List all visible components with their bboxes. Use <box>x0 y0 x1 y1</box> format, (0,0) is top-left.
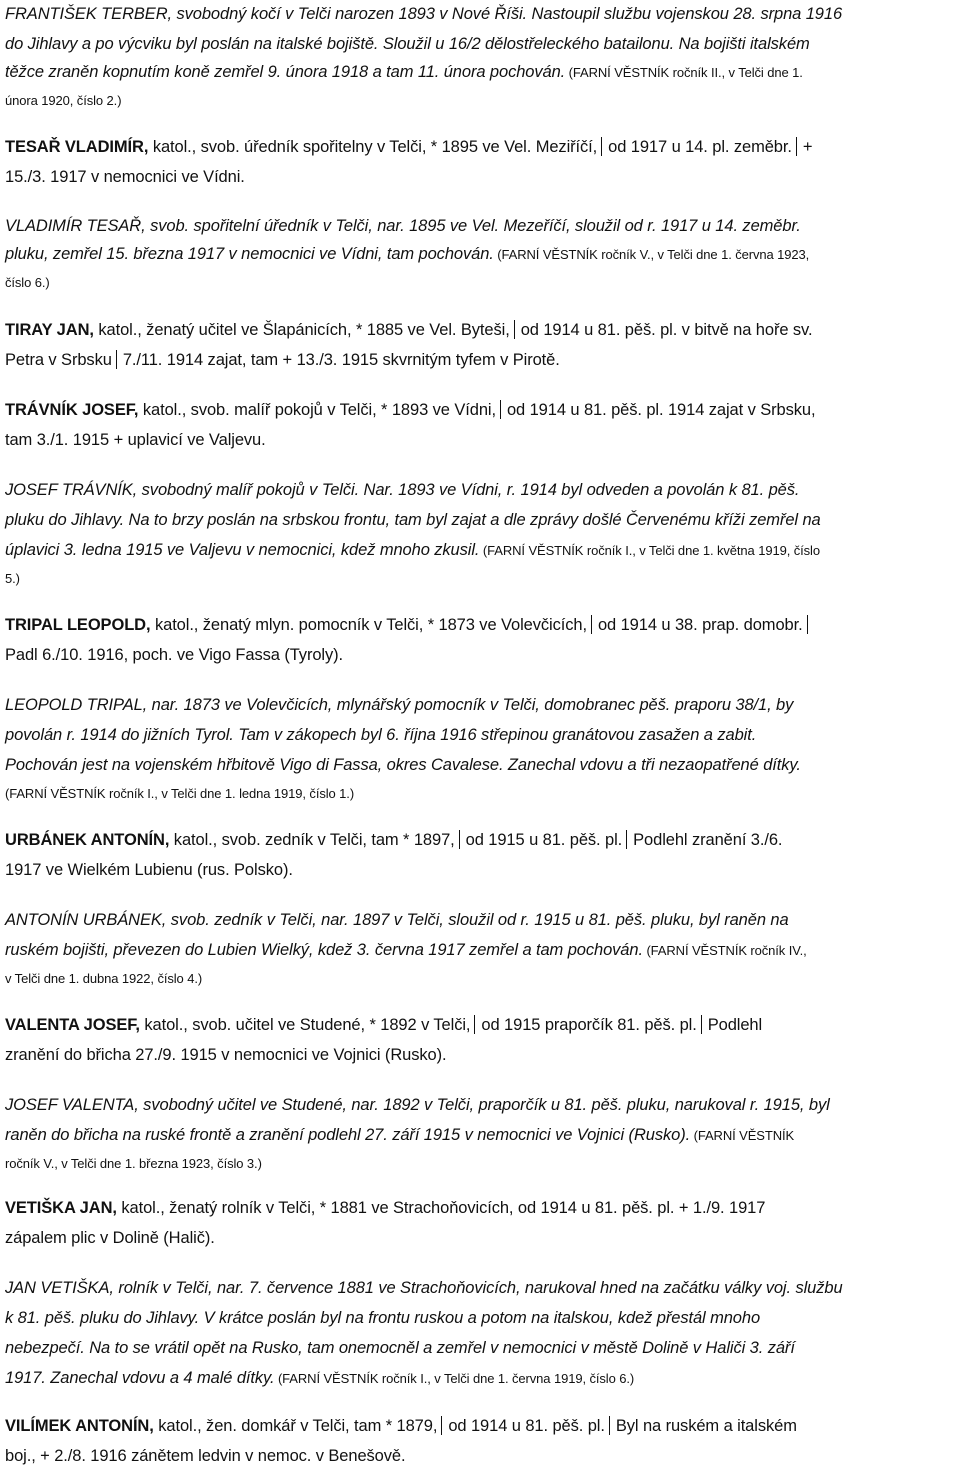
entry-text: katol., žen. domkář v Telči, tam * 1879, <box>153 1417 438 1435</box>
text-line <box>5 137 812 157</box>
entry-text: + <box>802 138 813 156</box>
entry-text: od 1914 u 81. pěš. pl. 1914 zajat v Srbsku, <box>506 401 816 419</box>
text-line <box>5 510 821 530</box>
entry-name: TRÁVNÍK JOSEF, <box>5 401 139 419</box>
entry-text: katol., svob. malíř pokojů v Telči, * 1893 ve Vídni, <box>138 401 496 419</box>
text-line <box>5 1416 797 1436</box>
entry-name: VALENTA JOSEF, <box>5 1016 140 1034</box>
entry-text: 1917 ve Wielkém Lubienu (rus. Polsko). <box>5 861 293 879</box>
italic-text: nebezpečí. Na to se vrátil opět na Rusko, tam onemocněl a zemřel v nemocnici v městě Dolině v Haliči 3. září <box>5 1339 795 1357</box>
column-separator <box>474 1015 475 1034</box>
entry-name: TIRAY JAN, <box>5 321 94 339</box>
text-line <box>5 830 782 850</box>
entry-text: boj., + 2./8. 1916 zánětem ledvin v nemoc. v Benešově. <box>5 1447 406 1465</box>
text-line <box>5 1015 762 1035</box>
text-line <box>5 272 50 293</box>
text-line <box>5 940 807 961</box>
italic-text: raněn do břicha na ruské frontě a zranění podlehl 27. září 1915 v nemocnici ve Vojnici (Rusko). <box>5 1126 691 1144</box>
italic-text: do Jihlavy a po výcviku byl poslán na italské bojiště. Sloužil u 16/2 dělostřeleckého batailonu. Na bojišti italském <box>5 35 810 53</box>
entry-text: 7./11. 1914 zajat, tam + 13./3. 1915 skvrnitým tyfem v Pirotě. <box>122 351 560 369</box>
italic-text: JOSEF TRÁVNÍK, svobodný malíř pokojů v Telči. Nar. 1893 ve Vídni, r. 1914 byl odveden a povolán k 81. pěš. <box>5 481 800 499</box>
entry-text: tam 3./1. 1915 + uplavicí ve Valjevu. <box>5 431 266 449</box>
text-line <box>5 1228 215 1248</box>
italic-text: JAN VETIŠKA, rolník v Telči, nar. 7. července 1881 ve Strachoňovicích, narukoval hned na začátku války voj. službu <box>5 1279 843 1297</box>
text-line <box>5 615 814 635</box>
text-line <box>5 400 815 420</box>
entry-text: katol., svob. úředník spořitelny v Telči, * 1895 ve Vel. Meziříčí, <box>148 138 598 156</box>
text-line <box>5 216 801 236</box>
entry-text: od 1914 u 81. pěš. pl. <box>448 1417 605 1435</box>
entry-text: katol., svob. zedník v Telči, tam * 1897, <box>169 831 455 849</box>
column-separator <box>116 350 117 369</box>
text-line <box>5 244 809 265</box>
entry-name: VILÍMEK ANTONÍN, <box>5 1417 154 1435</box>
text-line <box>5 480 799 500</box>
italic-text: Pochován jest na vojenském hřbitově Vigo di Fassa, okres Cavalese. Zanechal vdovu a tři nezaopatřené dítky. <box>5 756 801 774</box>
source-citation: 5.) <box>5 571 20 586</box>
text-line <box>5 430 266 450</box>
source-citation: (FARNÍ VĚSTNÍK ročník I., v Telči dne 1. června 1919, číslo 6.) <box>274 1371 635 1386</box>
text-line <box>5 167 245 187</box>
source-citation: (FARNÍ VĚSTNÍK ročník V., v Telči dne 1. června 1923, <box>493 247 810 262</box>
text-line <box>5 755 801 775</box>
column-separator <box>626 830 627 849</box>
text-line <box>5 1338 795 1358</box>
entry-text: zápalem plic v Dolině (Halič). <box>5 1229 215 1247</box>
column-separator <box>609 1416 610 1435</box>
column-separator <box>601 137 602 156</box>
entry-text: Byl na ruském a italském <box>615 1417 797 1435</box>
source-citation: (FARNÍ VĚSTNÍK ročník I., v Telči dne 1. května 1919, číslo <box>479 543 820 558</box>
entry-text: Podlehl <box>707 1016 763 1034</box>
column-separator <box>807 615 808 634</box>
text-line <box>5 1045 446 1065</box>
italic-text: JOSEF VALENTA, svobodný učitel ve Studené, nar. 1892 v Telči, praporčík u 81. pěš. pluku, narukoval r. 1915, byl <box>5 1096 830 1114</box>
entry-text: katol., svob. učitel ve Studené, * 1892 v Telči, <box>139 1016 471 1034</box>
text-line <box>5 34 810 54</box>
italic-text: úplavici 3. ledna 1915 ve Valjevu v nemocnici, kdež mnoho zkusil. <box>5 541 480 559</box>
source-citation: února 1920, číslo 2.) <box>5 93 122 108</box>
entry-text: od 1915 praporčík 81. pěš. pl. <box>481 1016 697 1034</box>
text-line <box>5 62 803 83</box>
text-line <box>5 1198 765 1218</box>
text-line <box>5 320 812 340</box>
entry-text: Podlehl zranění 3./6. <box>633 831 783 849</box>
text-line <box>5 910 789 930</box>
source-citation: ročník V., v Telči dne 1. března 1923, číslo 3.) <box>5 1156 262 1171</box>
text-line <box>5 645 343 665</box>
italic-text: 1917. Zanechal vdovu a 4 malé dítky. <box>5 1369 275 1387</box>
text-line <box>5 1446 405 1466</box>
italic-text: FRANTIŠEK TERBER, svobodný kočí v Telči narozen 1893 v Nové Říši. Nastoupil službu vojenskou 28. srpna 1916 <box>5 5 843 23</box>
italic-text: těžce zraněn kopnutím koně zemřel 9. února 1918 a tam 11. února pochován. <box>5 63 566 81</box>
column-separator <box>701 1015 702 1034</box>
column-separator <box>796 137 797 156</box>
text-line <box>5 1153 262 1174</box>
text-line <box>5 1125 794 1146</box>
entry-text: katol., ženatý učitel ve Šlapánicích, * 1885 ve Vel. Byteši, <box>93 321 510 339</box>
entry-text: od 1915 u 81. pěš. pl. <box>465 831 623 849</box>
italic-text: povolán r. 1914 do jižních Tyrol. Tam v zákopech byl 6. října 1916 střepinou granátovou zasažen a zabit. <box>5 726 757 744</box>
column-separator <box>514 320 515 339</box>
source-citation: (FARNÍ VĚSTNÍK <box>690 1128 795 1143</box>
italic-text: pluku do Jihlavy. Na to brzy poslán na srbskou frontu, tam byl zajat a dle zprávy došlé Červenému kříži zemřel na <box>5 511 821 529</box>
text-line <box>5 860 293 880</box>
entry-name: VETIŠKA JAN, <box>5 1199 117 1217</box>
text-line <box>5 1368 634 1389</box>
entry-text: katol., ženatý mlyn. pomocník v Telči, * 1873 ve Volevčicích, <box>150 616 587 634</box>
column-separator <box>500 400 501 419</box>
italic-text: VLADIMÍR TESAŘ, svob. spořitelní úředník v Telči, nar. 1895 ve Vel. Mezeříčí, sloužil od r. 1917 u 14. zeměbr. <box>5 217 801 235</box>
text-line <box>5 540 820 561</box>
entry-text: od 1917 u 14. pl. zeměbr. <box>608 138 792 156</box>
text-line <box>5 1308 760 1328</box>
italic-text: ruském bojišti, převezen do Lubien Wielký, kdež 3. června 1917 zemřel a tam pochován. <box>5 941 643 959</box>
column-separator <box>459 830 460 849</box>
text-line <box>5 568 20 589</box>
entry-text: Petra v Srbsku <box>5 351 112 369</box>
italic-text: LEOPOLD TRIPAL, nar. 1873 ve Volevčicích, mlynářský pomocník v Telči, domobranec pěš. praporu 38/1, by <box>5 696 794 714</box>
text-line <box>5 725 756 745</box>
text-line <box>5 695 793 715</box>
source-citation: v Telči dne 1. dubna 1922, číslo 4.) <box>5 971 203 986</box>
source-citation: (FARNÍ VĚSTNÍK ročník I., v Telči dne 1. ledna 1919, číslo 1.) <box>5 786 355 801</box>
text-line <box>5 783 354 804</box>
italic-text: pluku, zemřel 15. března 1917 v nemocnici ve Vídni, tam pochován. <box>5 245 494 263</box>
entry-text: katol., ženatý rolník v Telči, * 1881 ve Strachoňovicích, od 1914 u 81. pěš. pl. + 1./9. 1917 <box>116 1199 766 1217</box>
text-line <box>5 1095 830 1115</box>
text-line <box>5 350 560 370</box>
column-separator <box>441 1416 442 1435</box>
text-line <box>5 968 202 989</box>
entry-text: zranění do břicha 27./9. 1915 v nemocnici ve Vojnici (Rusko). <box>5 1046 447 1064</box>
source-citation: (FARNÍ VĚSTNÍK ročník IV., <box>642 943 807 958</box>
text-line <box>5 1278 843 1298</box>
entry-text: od 1914 u 81. pěš. pl. v bitvě na hoře sv. <box>520 321 813 339</box>
text-line <box>5 4 842 24</box>
entry-text: Padl 6./10. 1916, poch. ve Vigo Fassa (Tyroly). <box>5 646 344 664</box>
entry-name: URBÁNEK ANTONÍN, <box>5 831 170 849</box>
column-separator <box>591 615 592 634</box>
entry-text: od 1914 u 38. prap. domobr. <box>597 616 803 634</box>
entry-name: TESAŘ VLADIMÍR, <box>5 138 149 156</box>
source-citation: (FARNÍ VĚSTNÍK ročník II., v Telči dne 1. <box>565 65 803 80</box>
entry-name: TRIPAL LEOPOLD, <box>5 616 151 634</box>
entry-text: 15./3. 1917 v nemocnici ve Vídni. <box>5 168 245 186</box>
italic-text: k 81. pěš. pluku do Jihlavy. V krátce poslán byl na frontu ruskou a potom na italskou, kdež přestál mnoho <box>5 1309 761 1327</box>
italic-text: ANTONÍN URBÁNEK, svob. zedník v Telči, nar. 1897 v Telči, sloužil od r. 1915 u 81. pěš. pluku, byl raněn na <box>5 911 789 929</box>
source-citation: číslo 6.) <box>5 275 50 290</box>
text-line <box>5 90 121 111</box>
